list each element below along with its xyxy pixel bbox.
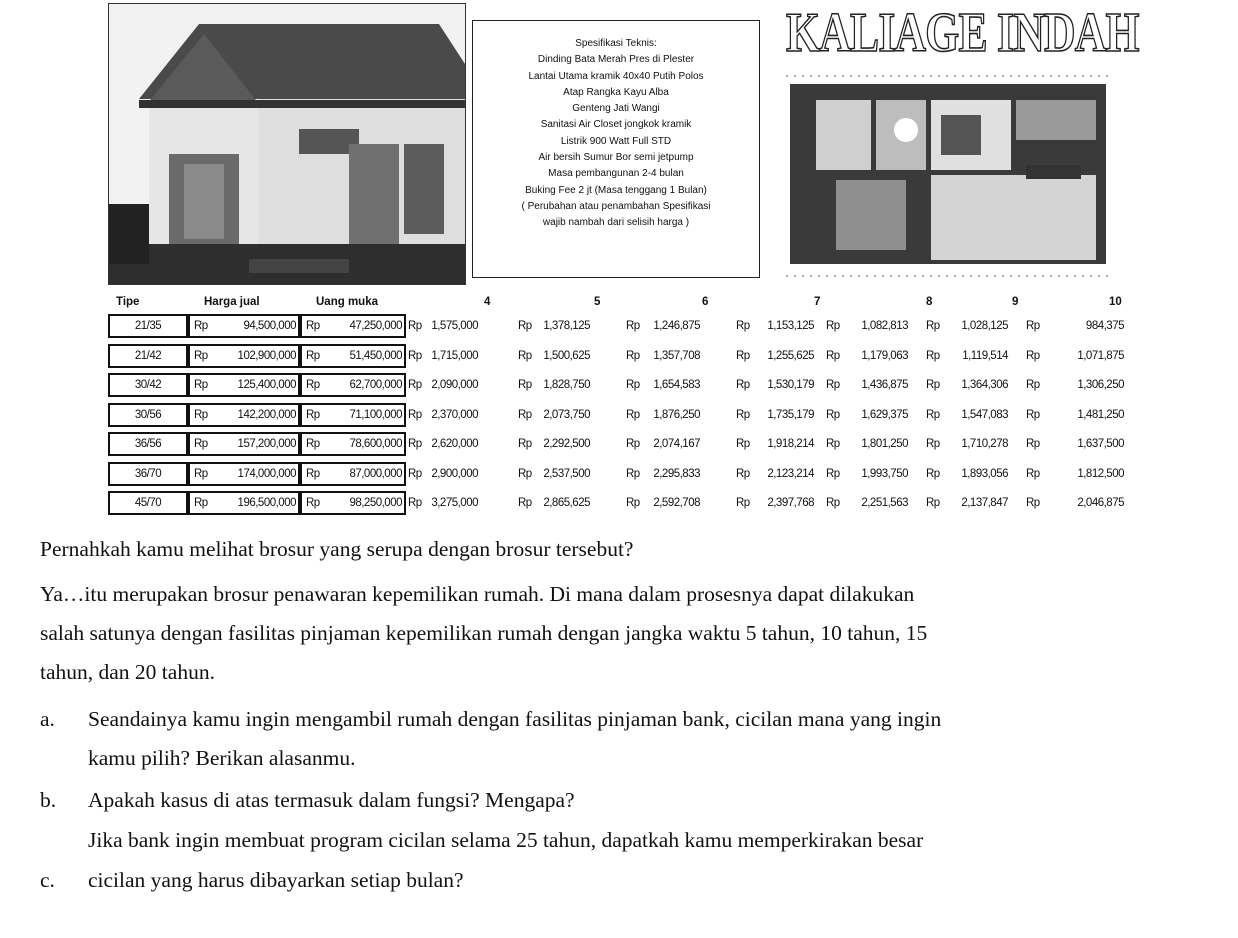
installment-cell: 1,246,875 bbox=[653, 320, 700, 332]
tipe-cell: 36/56 bbox=[108, 432, 188, 456]
installment-cell: 2,074,167 bbox=[653, 438, 700, 450]
installment-cell: 1,735,179 bbox=[767, 408, 814, 421]
currency-label: Rp bbox=[626, 320, 640, 332]
currency-label: Rp bbox=[626, 497, 640, 509]
installment-cell: 2,137,847 bbox=[961, 497, 1008, 509]
house-photo bbox=[108, 3, 466, 285]
currency-label: Rp bbox=[1026, 467, 1040, 480]
tipe-cell: 21/35 bbox=[108, 314, 188, 338]
currency-label: Rp bbox=[518, 320, 532, 332]
currency-label: Rp bbox=[736, 349, 750, 362]
currency-label: Rp bbox=[736, 379, 750, 391]
currency-label: Rp bbox=[826, 408, 840, 421]
installment-cell: 1,629,375 bbox=[861, 408, 908, 421]
table-row bbox=[108, 373, 1124, 397]
installment-cell: 1,500,625 bbox=[543, 349, 590, 362]
currency-label: Rp bbox=[1026, 320, 1040, 332]
harga-cell: 94,500,000 bbox=[243, 320, 296, 332]
spec-line: Air bersih Sumur Bor semi jetpump bbox=[538, 152, 694, 164]
currency-label: Rp bbox=[306, 408, 320, 421]
spec-line: Listrik 900 Watt Full STD bbox=[560, 135, 672, 147]
header-harga-jual: Harga jual bbox=[204, 296, 260, 308]
installment-cell: 2,090,000 bbox=[431, 379, 478, 391]
house-illustration bbox=[109, 4, 465, 284]
currency-label: Rp bbox=[826, 349, 840, 362]
installment-cell: 1,255,625 bbox=[767, 349, 814, 362]
table-row bbox=[108, 491, 1124, 515]
currency-label: Rp bbox=[1026, 438, 1040, 450]
spec-line: Atap Rangka Kayu Alba bbox=[563, 86, 669, 98]
currency-label: Rp bbox=[194, 438, 208, 450]
currency-label: Rp bbox=[926, 379, 940, 391]
installment-cell: 1,715,000 bbox=[431, 349, 478, 362]
currency-label: Rp bbox=[408, 408, 422, 421]
harga-cell: 157,200,000 bbox=[237, 438, 296, 450]
currency-label: Rp bbox=[926, 467, 940, 480]
currency-label: Rp bbox=[306, 497, 320, 509]
item-b-line: Apakah kasus di atas termasuk dalam fungsi? Mengapa? bbox=[88, 788, 575, 812]
paragraph-line: tahun, dan 20 tahun. bbox=[40, 660, 215, 684]
currency-label: Rp bbox=[626, 379, 640, 391]
installment-cell: 2,046,875 bbox=[1077, 497, 1124, 509]
currency-label: Rp bbox=[1026, 497, 1040, 509]
installment-cell: 1,481,250 bbox=[1077, 408, 1124, 421]
spec-line: Sanitasi Air Closet jongkok kramik bbox=[540, 119, 692, 131]
currency-label: Rp bbox=[306, 467, 320, 480]
tipe-cell: 30/56 bbox=[108, 403, 188, 427]
currency-label: Rp bbox=[626, 349, 640, 362]
installment-cell: 1,028,125 bbox=[961, 320, 1008, 332]
currency-label: Rp bbox=[926, 497, 940, 509]
header-year: 5 bbox=[594, 296, 601, 308]
currency-label: Rp bbox=[826, 438, 840, 450]
dp-cell: 87,000,000 bbox=[349, 467, 402, 480]
header-year: 6 bbox=[702, 296, 709, 308]
installment-cell: 984,375 bbox=[1085, 320, 1124, 332]
currency-label: Rp bbox=[408, 467, 422, 480]
table-row bbox=[108, 432, 1124, 456]
floor-plan bbox=[786, 70, 1112, 286]
paragraph-line: salah satunya dengan fasilitas pinjaman kepemilikan rumah dengan jangka waktu 5 tahun, 10 tahun, 15 bbox=[40, 621, 928, 645]
currency-label: Rp bbox=[826, 379, 840, 391]
spec-line: Spesifikasi Teknis: bbox=[575, 38, 657, 49]
currency-label: Rp bbox=[1026, 408, 1040, 421]
tipe-cell: 21/42 bbox=[108, 344, 188, 368]
brand-title: KALIAGE INDAH bbox=[786, 2, 1139, 64]
currency-label: Rp bbox=[518, 467, 532, 480]
currency-label: Rp bbox=[826, 467, 840, 480]
harga-cell: 102,900,000 bbox=[237, 349, 296, 362]
installment-cell: 1,918,214 bbox=[767, 438, 814, 450]
spec-box bbox=[472, 20, 760, 278]
currency-label: Rp bbox=[826, 320, 840, 332]
currency-label: Rp bbox=[518, 497, 532, 509]
spec-line: wajib nambah dari selisih harga ) bbox=[542, 217, 690, 229]
installment-cell: 1,547,083 bbox=[961, 408, 1008, 421]
spec-line: Buking Fee 2 jt (Masa tenggang 1 Bulan) bbox=[525, 184, 707, 196]
currency-label: Rp bbox=[194, 497, 208, 509]
harga-cell: 142,200,000 bbox=[237, 408, 296, 421]
currency-label: Rp bbox=[736, 438, 750, 450]
dp-cell: 51,450,000 bbox=[349, 349, 402, 362]
installment-cell: 3,275,000 bbox=[431, 497, 478, 509]
currency-label: Rp bbox=[1026, 379, 1040, 391]
table-row bbox=[108, 403, 1124, 427]
installment-cell: 1,119,514 bbox=[962, 349, 1008, 362]
header-year: 7 bbox=[814, 296, 821, 308]
installment-cell: 2,251,563 bbox=[861, 497, 908, 509]
header-year: 4 bbox=[484, 296, 491, 308]
installment-cell: 2,592,708 bbox=[653, 497, 700, 509]
currency-label: Rp bbox=[306, 438, 320, 450]
installment-cell: 1,306,250 bbox=[1077, 379, 1124, 391]
installment-cell: 1,364,306 bbox=[961, 379, 1008, 391]
installment-cell: 2,073,750 bbox=[543, 408, 590, 421]
currency-label: Rp bbox=[518, 438, 532, 450]
installment-cell: 2,900,000 bbox=[431, 467, 478, 480]
currency-label: Rp bbox=[518, 408, 532, 421]
header-year: 9 bbox=[1012, 296, 1019, 308]
installment-cell: 1,179,063 bbox=[861, 349, 908, 362]
installment-cell: 1,801,250 bbox=[861, 438, 908, 450]
currency-label: Rp bbox=[926, 438, 940, 450]
currency-label: Rp bbox=[306, 349, 320, 362]
item-label-c: c. bbox=[40, 868, 55, 892]
currency-label: Rp bbox=[194, 379, 208, 391]
installment-cell: 2,397,768 bbox=[767, 497, 814, 509]
installment-cell: 2,123,214 bbox=[767, 467, 814, 480]
installment-cell: 1,575,000 bbox=[431, 320, 478, 332]
currency-label: Rp bbox=[736, 408, 750, 421]
currency-label: Rp bbox=[926, 320, 940, 332]
currency-label: Rp bbox=[626, 438, 640, 450]
installment-cell: 1,993,750 bbox=[861, 467, 908, 480]
spec-line: ( Perubahan atau penambahan Spesifikasi bbox=[521, 200, 711, 212]
currency-label: Rp bbox=[626, 467, 640, 480]
installment-cell: 1,828,750 bbox=[543, 379, 590, 391]
currency-label: Rp bbox=[408, 497, 422, 509]
harga-cell: 196,500,000 bbox=[237, 497, 296, 509]
dp-cell: 78,600,000 bbox=[349, 438, 402, 450]
currency-label: Rp bbox=[736, 320, 750, 332]
installment-cell: 2,292,500 bbox=[543, 438, 590, 450]
spec-line: Dinding Bata Merah Pres di Plester bbox=[537, 54, 695, 66]
currency-label: Rp bbox=[518, 379, 532, 391]
spec-line: Genteng Jati Wangi bbox=[572, 103, 660, 115]
currency-label: Rp bbox=[194, 467, 208, 480]
spec-line: Masa pembangunan 2-4 bulan bbox=[548, 168, 684, 180]
paragraph-line: Ya…itu merupakan brosur penawaran kepemilikan rumah. Di mana dalam prosesnya dapat dilakukan bbox=[40, 582, 915, 606]
tipe-cell: 36/70 bbox=[108, 462, 188, 486]
currency-label: Rp bbox=[736, 497, 750, 509]
installment-cell: 2,370,000 bbox=[431, 408, 478, 421]
installment-cell: 1,637,500 bbox=[1077, 438, 1124, 450]
item-label-b: b. bbox=[40, 788, 57, 812]
installment-cell: 1,378,125 bbox=[543, 320, 590, 332]
item-c-line: Jika bank ingin membuat program cicilan selama 25 tahun, dapatkah kamu memperkirakan besar bbox=[88, 828, 924, 852]
harga-cell: 174,000,000 bbox=[237, 467, 296, 480]
installment-cell: 1,876,250 bbox=[653, 408, 700, 421]
currency-label: Rp bbox=[194, 320, 208, 332]
currency-label: Rp bbox=[408, 379, 422, 391]
installment-cell: 1,654,583 bbox=[653, 379, 700, 391]
table-row bbox=[108, 314, 1124, 338]
currency-label: Rp bbox=[408, 349, 422, 362]
item-c-line: cicilan yang harus dibayarkan setiap bulan? bbox=[88, 868, 464, 892]
currency-label: Rp bbox=[926, 349, 940, 362]
dp-cell: 71,100,000 bbox=[349, 408, 402, 421]
item-label-a: a. bbox=[40, 707, 55, 731]
dp-cell: 62,700,000 bbox=[349, 379, 402, 391]
currency-label: Rp bbox=[306, 379, 320, 391]
spec-line: Lantai Utama kramik 40x40 Putih Polos bbox=[528, 70, 704, 82]
installment-cell: 1,153,125 bbox=[767, 320, 814, 332]
table-row bbox=[108, 462, 1124, 486]
currency-label: Rp bbox=[408, 438, 422, 450]
tipe-cell: 45/70 bbox=[108, 491, 188, 515]
currency-label: Rp bbox=[926, 408, 940, 421]
dp-cell: 47,250,000 bbox=[349, 320, 402, 332]
installment-cell: 1,812,500 bbox=[1077, 467, 1124, 480]
installment-cell: 2,620,000 bbox=[431, 438, 478, 450]
installment-cell: 1,357,708 bbox=[653, 349, 700, 362]
installment-cell: 1,710,278 bbox=[961, 438, 1008, 450]
header-uang-muka: Uang muka bbox=[316, 296, 378, 308]
harga-cell: 125,400,000 bbox=[237, 379, 296, 391]
currency-label: Rp bbox=[826, 497, 840, 509]
currency-label: Rp bbox=[736, 467, 750, 480]
floor-plan-drawing bbox=[786, 70, 1112, 286]
table-row bbox=[108, 344, 1124, 368]
currency-label: Rp bbox=[408, 320, 422, 332]
installment-cell: 2,537,500 bbox=[543, 467, 590, 480]
header-year: 8 bbox=[926, 296, 933, 308]
installment-cell: 2,295,833 bbox=[653, 467, 700, 480]
dp-cell: 98,250,000 bbox=[349, 497, 402, 509]
currency-label: Rp bbox=[194, 349, 208, 362]
installment-cell: 1,530,179 bbox=[767, 379, 814, 391]
currency-label: Rp bbox=[518, 349, 532, 362]
currency-label: Rp bbox=[626, 408, 640, 421]
currency-label: Rp bbox=[194, 408, 208, 421]
installment-cell: 2,865,625 bbox=[543, 497, 590, 509]
installment-cell: 1,893,056 bbox=[961, 467, 1008, 480]
currency-label: Rp bbox=[1026, 349, 1040, 362]
header-year: 10 bbox=[1109, 296, 1122, 308]
installment-cell: 1,436,875 bbox=[861, 379, 908, 391]
installment-cell: 1,071,875 bbox=[1077, 349, 1124, 362]
tipe-cell: 30/42 bbox=[108, 373, 188, 397]
currency-label: Rp bbox=[306, 320, 320, 332]
item-a-line: Seandainya kamu ingin mengambil rumah dengan fasilitas pinjaman bank, cicilan mana yang ingin bbox=[88, 707, 942, 731]
installment-cell: 1,082,813 bbox=[861, 320, 908, 332]
intro-text: Pernahkah kamu melihat brosur yang serupa dengan brosur tersebut? bbox=[40, 537, 634, 561]
item-a-line: kamu pilih? Berikan alasanmu. bbox=[88, 746, 356, 770]
header-tipe: Tipe bbox=[116, 296, 140, 308]
